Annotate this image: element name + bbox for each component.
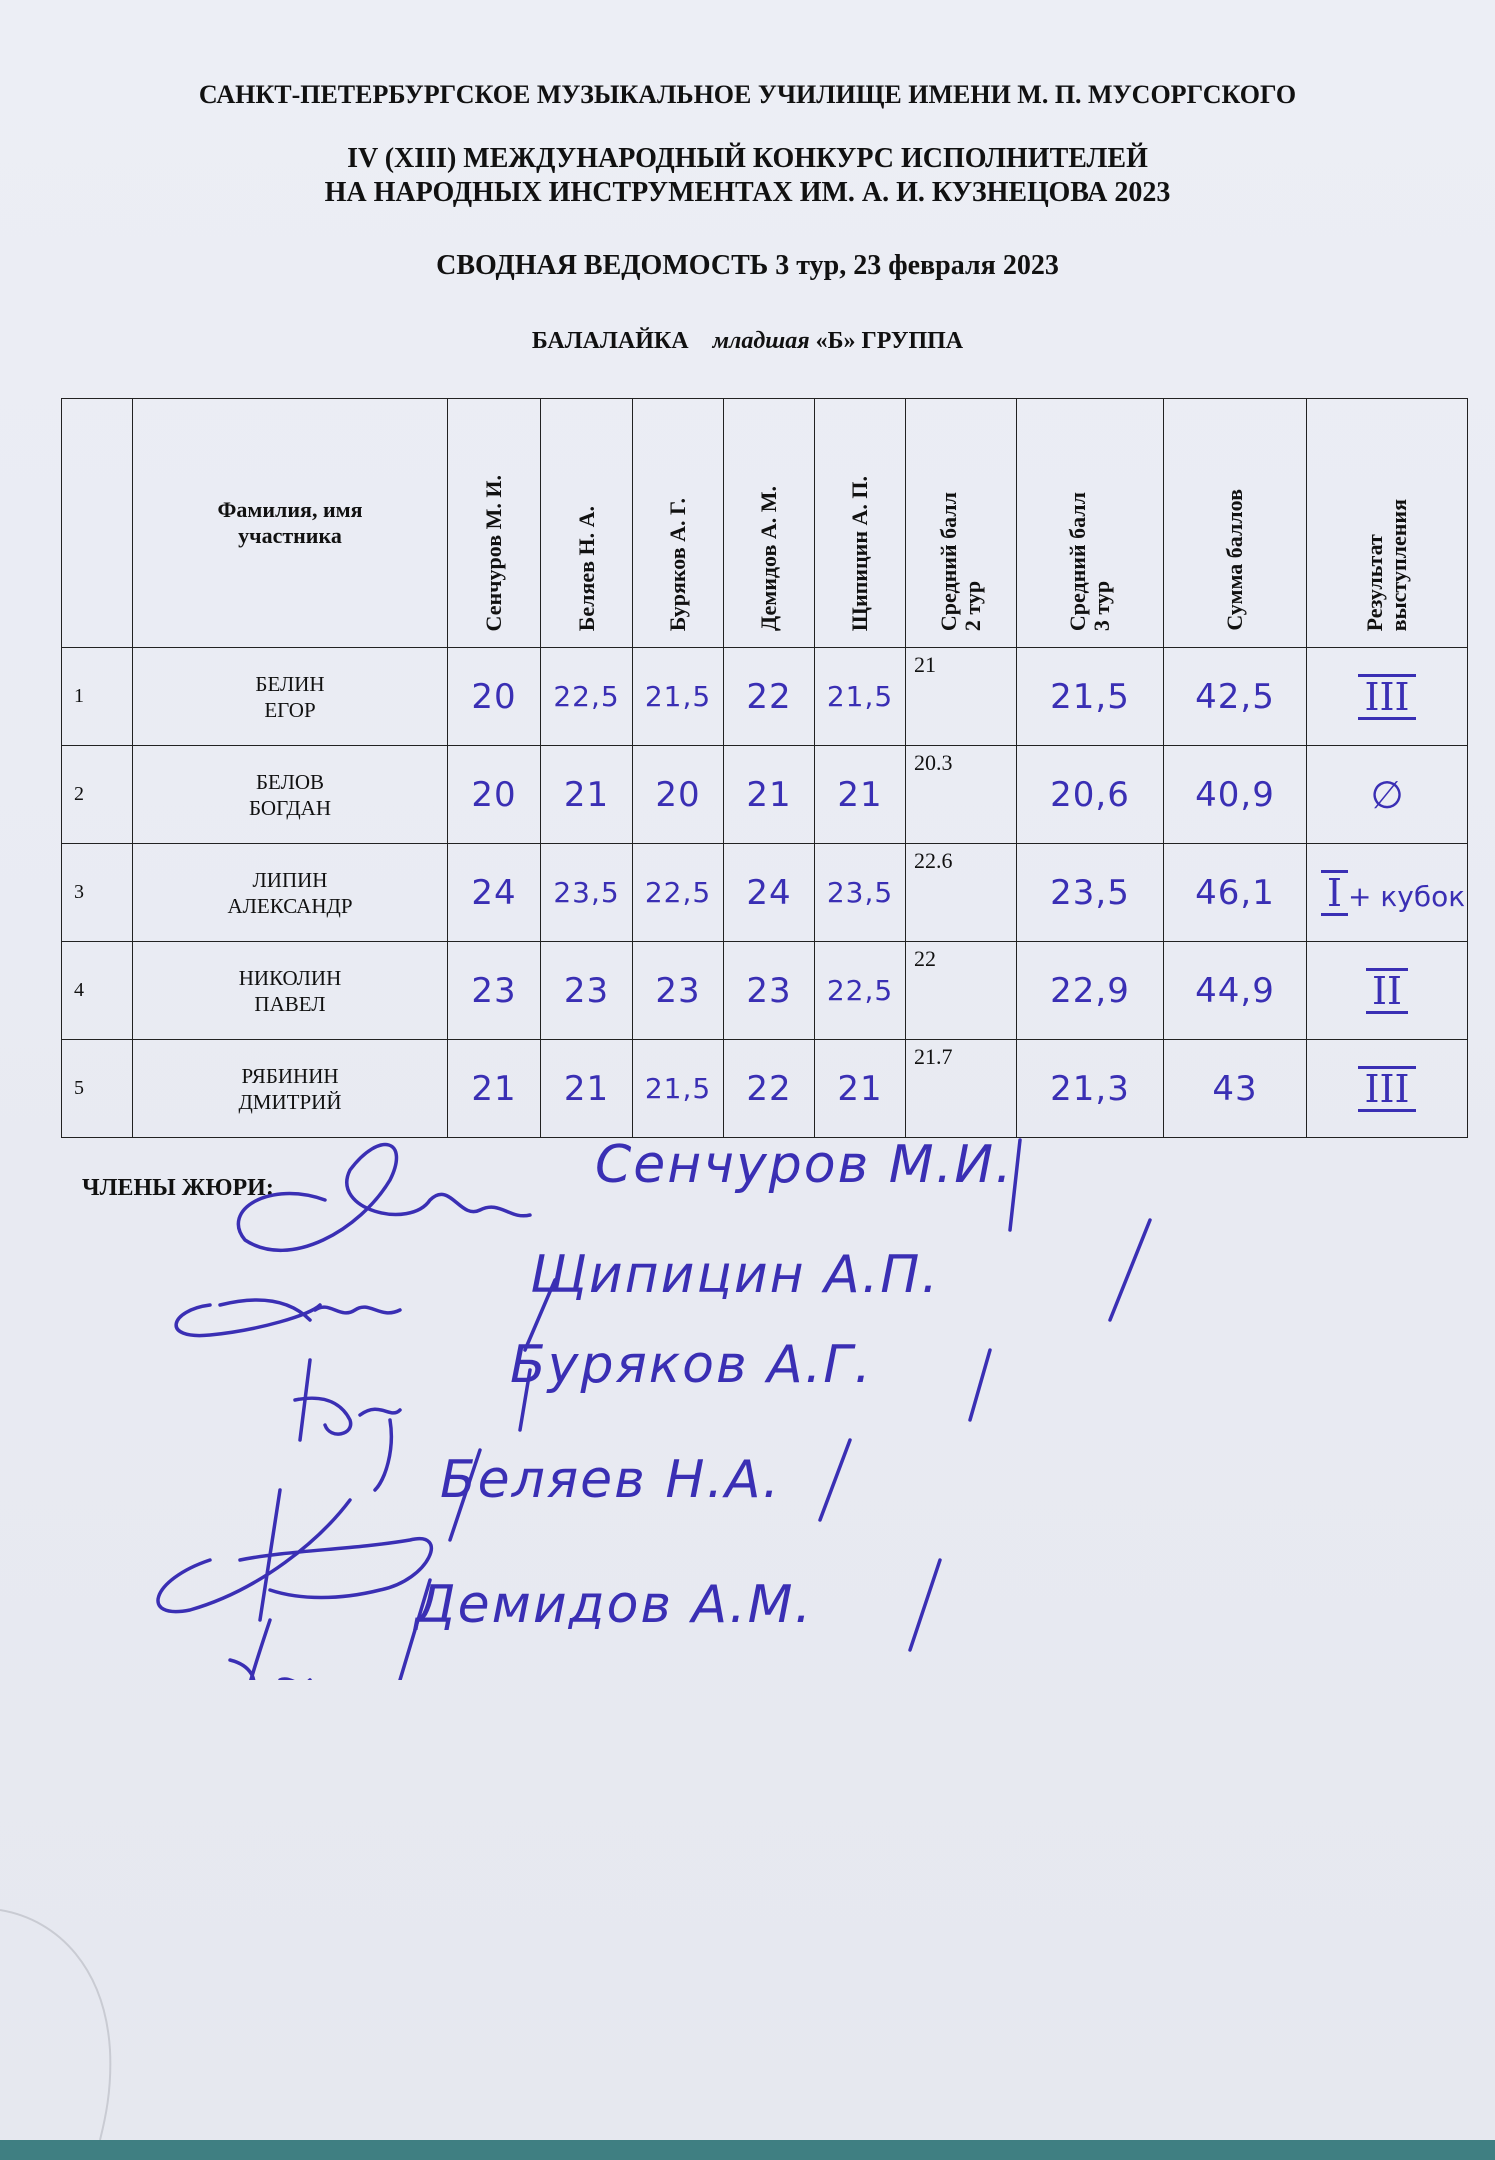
- score-sum: 46,1: [1164, 844, 1307, 942]
- table-row: [62, 844, 1468, 942]
- score-judge3: 21,5: [633, 648, 724, 746]
- scanner-edge: [0, 2140, 1495, 2160]
- header-num: [62, 399, 133, 648]
- result-cell: [1307, 746, 1468, 844]
- signature-2-mark: [176, 1300, 400, 1336]
- header-avg2: Средний балл 2 тур: [906, 399, 1017, 648]
- signature-text-1: Сенчуров М.И.: [595, 1135, 1014, 1195]
- instrument-label: БАЛАЛАЙКА: [531, 328, 689, 354]
- header-judge4: Демидов А. М.: [724, 399, 815, 648]
- score-judge3: 22,5: [633, 844, 724, 942]
- row-number: 3: [62, 844, 133, 942]
- score-judge4: 23: [724, 942, 815, 1040]
- score-judge5: 23,5: [815, 844, 906, 942]
- score-sum: 43: [1164, 1040, 1307, 1138]
- contest-title-line2: НА НАРОДНЫХ ИНСТРУМЕНТАХ ИМ. А. И. КУЗНЕЦОВА 2023: [324, 177, 1171, 208]
- group-label: «Б» ГРУППА: [815, 328, 964, 354]
- header-result: Результат выступления: [1307, 399, 1468, 648]
- table-row: [62, 746, 1468, 844]
- score-judge2: 23,5: [541, 844, 633, 942]
- school-name: САНКТ-ПЕТЕРБУРГСКОЕ МУЗЫКАЛЬНОЕ УЧИЛИЩЕ ИМЕНИ М. П. МУСОРГСКОГО: [198, 80, 1297, 109]
- score-judge1: 23: [448, 942, 541, 1040]
- header-judge1: Сенчуров М. И.: [448, 399, 541, 648]
- table-row: [62, 942, 1468, 1040]
- contest-title: [0, 142, 1495, 210]
- score-judge1: 20: [448, 648, 541, 746]
- score-judge2: 22,5: [541, 648, 633, 746]
- avg-round3: 21,3: [1017, 1040, 1164, 1138]
- participant-name: ЛИПИН АЛЕКСАНДР: [133, 844, 448, 942]
- avg-round3: 22,9: [1017, 942, 1164, 1040]
- sheet-title: СВОДНАЯ ВЕДОМОСТЬ 3 тур, 23 февраля 2023: [436, 250, 1059, 281]
- result-mark: III: [1358, 1066, 1415, 1112]
- score-sum: 42,5: [1164, 648, 1307, 746]
- row-number: 1: [62, 648, 133, 746]
- score-judge3: 20: [633, 746, 724, 844]
- participant-name: БЕЛИН ЕГОР: [133, 648, 448, 746]
- score-judge3: 23: [633, 942, 724, 1040]
- result-cell: [1307, 942, 1468, 1040]
- header-judge5: Щипицин А. П.: [815, 399, 906, 648]
- signature-slashes: [380, 1120, 1180, 1680]
- score-judge1: 21: [448, 1040, 541, 1138]
- score-sum: 40,9: [1164, 746, 1307, 844]
- avg-round3: 20,6: [1017, 746, 1164, 844]
- score-sum: 44,9: [1164, 942, 1307, 1040]
- table-row: [62, 648, 1468, 746]
- score-judge1: 24: [448, 844, 541, 942]
- paper-fold-mark: [0, 1900, 130, 2140]
- score-judge3: 21,5: [633, 1040, 724, 1138]
- avg-round2: 21.7: [906, 1040, 1017, 1138]
- row-number: 5: [62, 1040, 133, 1138]
- result-cell: [1307, 648, 1468, 746]
- score-judge4: 21: [724, 746, 815, 844]
- avg-round2: 21: [906, 648, 1017, 746]
- group-line: [0, 328, 1495, 355]
- header-judge2: Беляев Н. А.: [541, 399, 633, 648]
- participant-name: БЕЛОВ БОГДАН: [133, 746, 448, 844]
- participant-name: НИКОЛИН ПАВЕЛ: [133, 942, 448, 1040]
- row-number: 4: [62, 942, 133, 1040]
- result-mark: I: [1321, 870, 1348, 916]
- result-extra: + кубок: [1348, 879, 1466, 913]
- participant-name: РЯБИНИН ДМИТРИЙ: [133, 1040, 448, 1138]
- signature-5-mark: [230, 1620, 310, 1680]
- score-judge1: 20: [448, 746, 541, 844]
- signature-text-3: Буряков А.Г.: [510, 1335, 873, 1395]
- score-judge5: 21: [815, 746, 906, 844]
- score-judge5: 22,5: [815, 942, 906, 1040]
- result-mark: III: [1358, 674, 1415, 720]
- score-judge2: 21: [541, 746, 633, 844]
- result-cell: [1307, 844, 1468, 942]
- avg-round3: 21,5: [1017, 648, 1164, 746]
- header-sum: Сумма баллов: [1164, 399, 1307, 648]
- header-judge3: Буряков А. Г.: [633, 399, 724, 648]
- header-avg3: Средний балл 3 тур: [1017, 399, 1164, 648]
- header-name: Фамилия, имя участника: [133, 399, 448, 648]
- table-header-row: [62, 399, 1468, 648]
- score-judge4: 22: [724, 648, 815, 746]
- score-judge4: 24: [724, 844, 815, 942]
- result-mark: ∅: [1370, 772, 1404, 817]
- avg-round3: 23,5: [1017, 844, 1164, 942]
- result-mark: II: [1366, 968, 1408, 1014]
- avg-round2: 20.3: [906, 746, 1017, 844]
- signature-text-5: Демидов А.М.: [415, 1575, 814, 1635]
- score-judge4: 22: [724, 1040, 815, 1138]
- row-number: 2: [62, 746, 133, 844]
- score-judge5: 21: [815, 1040, 906, 1138]
- score-judge2: 23: [541, 942, 633, 1040]
- contest-title-line1: IV (XIII) МЕЖДУНАРОДНЫЙ КОНКУРС ИСПОЛНИТЕЛЕЙ: [347, 143, 1148, 174]
- avg-round2: 22.6: [906, 844, 1017, 942]
- group-italic: младшая: [712, 328, 810, 354]
- score-judge5: 21,5: [815, 648, 906, 746]
- avg-round2: 22: [906, 942, 1017, 1040]
- score-judge2: 21: [541, 1040, 633, 1138]
- jury-label: ЧЛЕНЫ ЖЮРИ:: [82, 1175, 274, 1201]
- signature-text-4: Беляев Н.А.: [440, 1450, 782, 1510]
- result-cell: [1307, 1040, 1468, 1138]
- signature-text-2: Щипицин А.П.: [530, 1245, 940, 1305]
- results-table: [61, 398, 1468, 1138]
